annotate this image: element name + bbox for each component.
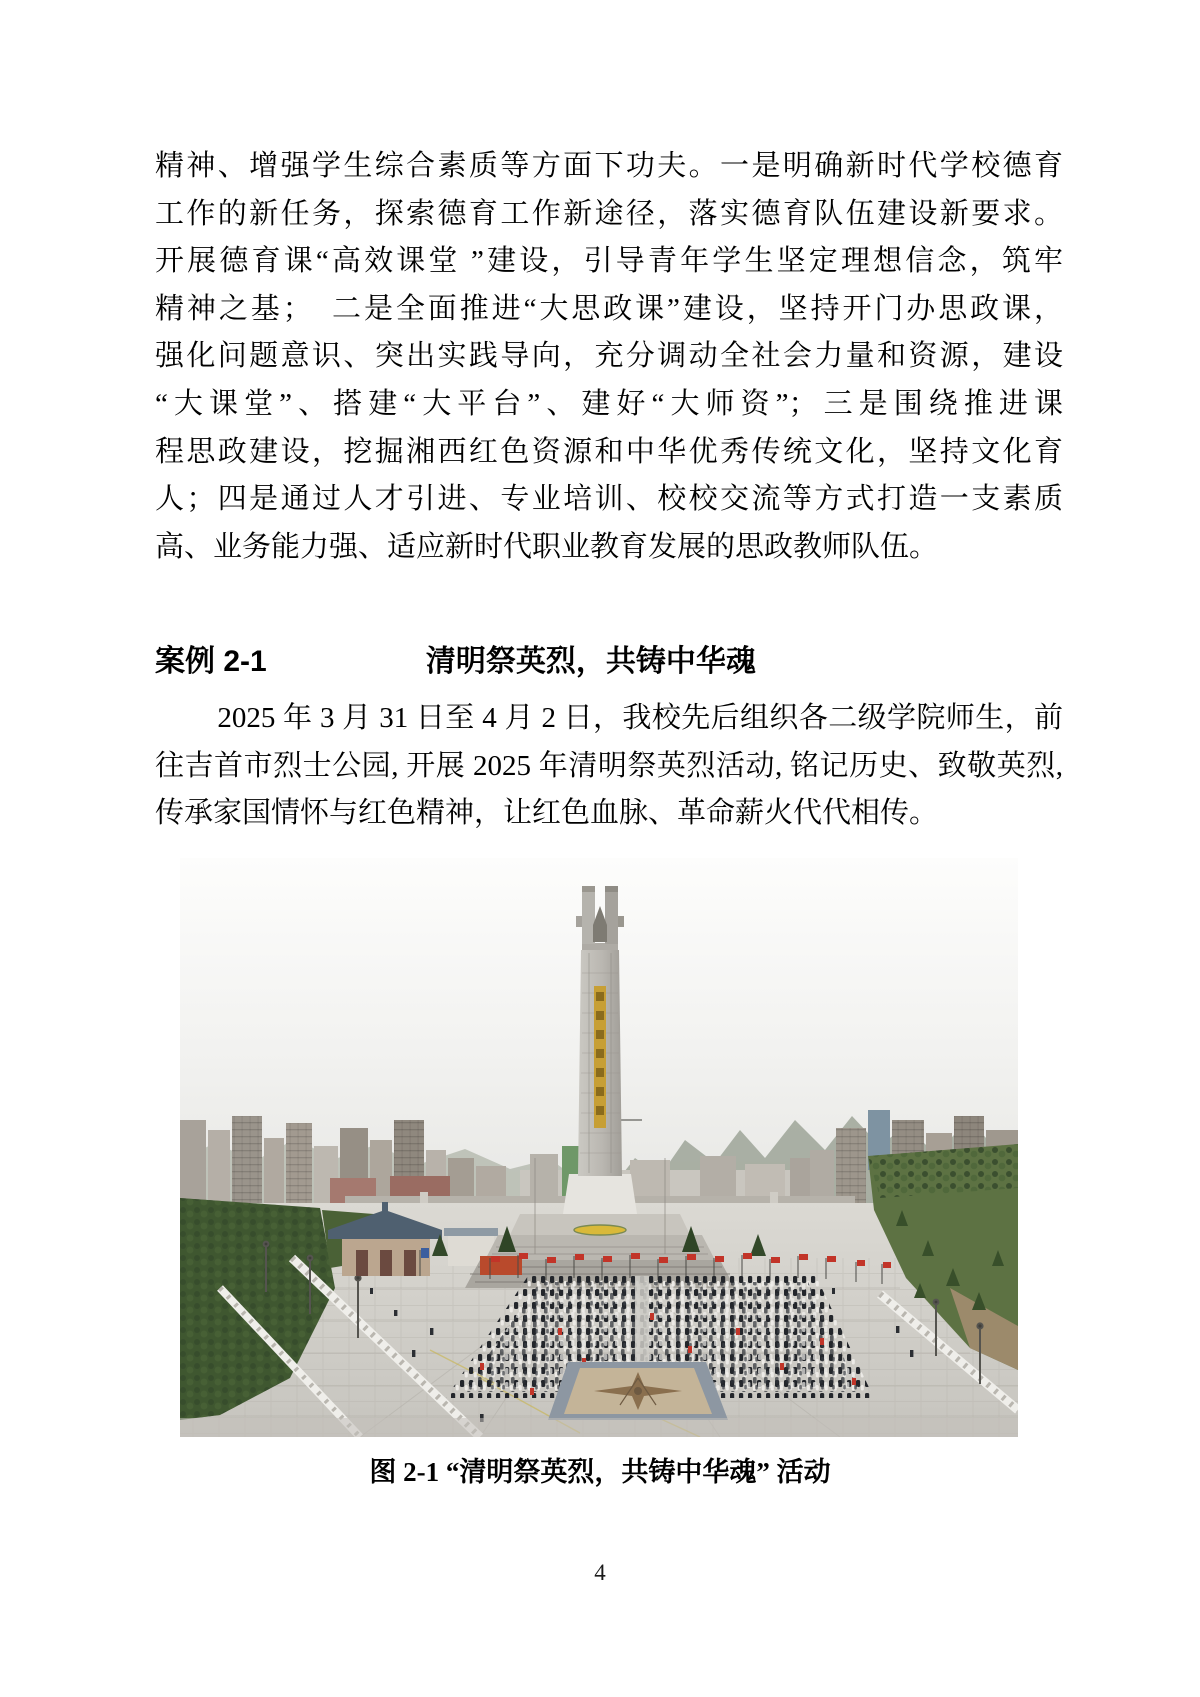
text-line: “大课堂”、搭建“大平台”、建好“大师资”；三是围绕推进课 (155, 387, 1063, 420)
page-number: 4 (594, 1560, 606, 1585)
memorial-photo (180, 858, 1018, 1437)
case-title: 清明祭英烈，共铸中华魂 (425, 645, 756, 678)
case-label: 案例 2-1 (155, 645, 267, 678)
memorial-photo-illustration (180, 858, 1018, 1437)
paragraph-moral-education (155, 143, 1063, 571)
text-line: 高、业务能力强、适应新时代职业教育发展的思政教师队伍。 (155, 530, 939, 563)
text-line: 开展德育课“高效课堂 ”建设，引导青年学生坚定理想信念，筑牢 (155, 245, 1063, 278)
text-line: 2025 年 3 月 31 日至 4 月 2 日，我校先后组织各二级学院师生，前 (217, 702, 1063, 734)
text-line: 传承家国情怀与红色精神，让红色血脉、革命薪火代代相传。 (155, 797, 939, 830)
compass-medallion (548, 1362, 728, 1420)
paragraph-activity (155, 695, 1063, 838)
text-line: 精神之基； 二是全面推进“大思政课”建设，坚持开门办思政课， (155, 292, 1063, 325)
text-line: 程思政建设，挖掘湘西红色资源和中华优秀传统文化，坚持文化育 (155, 435, 1063, 468)
figure-caption: 图 2-1 “清明祭英烈，共铸中华魂” 活动 (369, 1457, 831, 1487)
text-line: 人；四是通过人才引进、专业培训、校校交流等方式打造一支素质 (155, 483, 1063, 516)
case-heading (155, 638, 1063, 686)
text-line: 强化问题意识、突出实践导向，充分调动全社会力量和资源，建设 (155, 340, 1063, 373)
text-line: 工作的新任务，探索德育工作新途径，落实德育队伍建设新要求。 (155, 197, 1063, 230)
text-line: 往吉首市烈士公园, 开展 2025 年清明祭英烈活动, 铭记历史、致敬英烈, (155, 749, 1063, 782)
text-line: 精神、增强学生综合素质等方面下功夫。一是明确新时代学校德育 (155, 150, 1063, 182)
memorial-monument (576, 886, 624, 1176)
